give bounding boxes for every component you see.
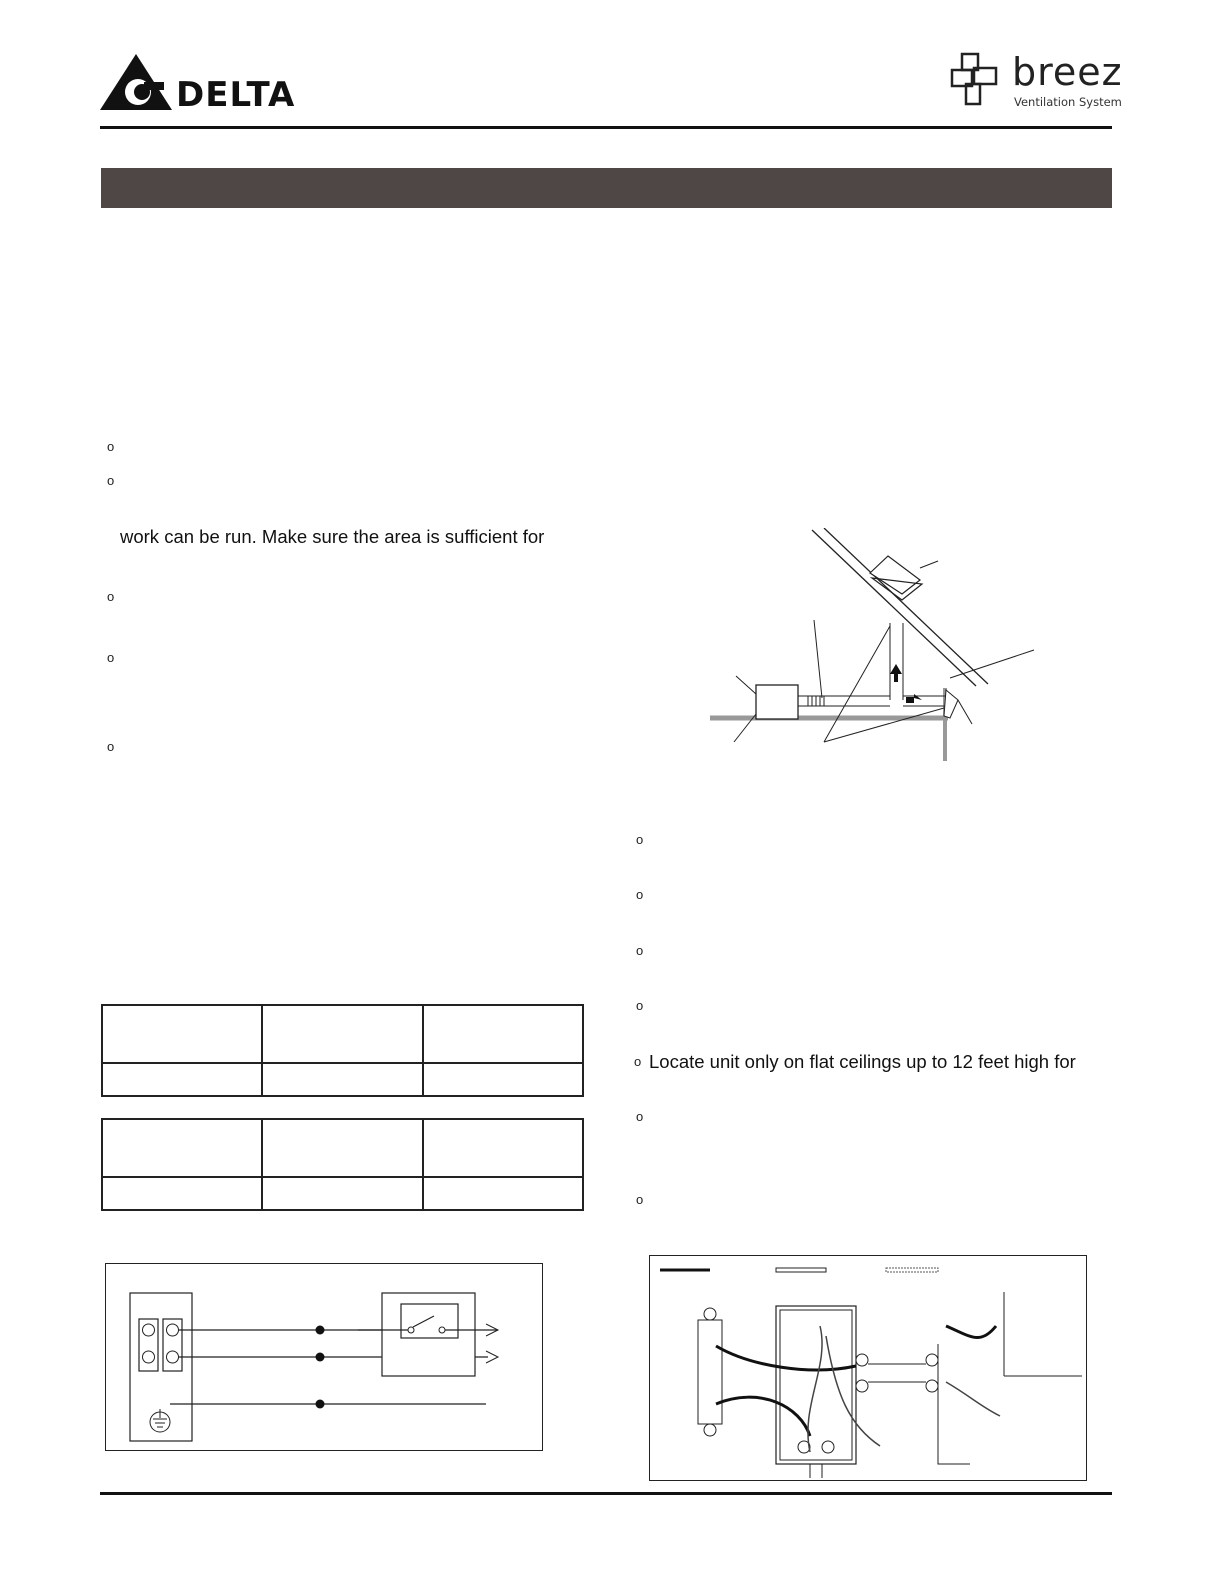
right-bullet-4: o: [636, 998, 644, 1013]
table-cell: [102, 1005, 262, 1063]
right-body-text: Locate unit only on flat ceilings up to 12 feet high for: [649, 1051, 1076, 1072]
left-body-text: work can be run. Make sure the area is sufficient for: [120, 526, 545, 547]
right-bullet-1: o: [636, 832, 644, 847]
right-bullet-2: o: [636, 887, 644, 902]
wiring-detail-diagram: [649, 1255, 1087, 1481]
spec-table-1: [101, 1004, 584, 1097]
table-cell: [102, 1119, 262, 1177]
right-bullet-7: o: [636, 1192, 644, 1207]
left-bullet-3: o: [107, 589, 115, 604]
attic-installation-diagram: [700, 528, 1040, 764]
left-bullet-4: o: [107, 650, 115, 665]
table-cell: [102, 1063, 262, 1096]
spec-table-2: [101, 1118, 584, 1211]
left-bullet-1: o: [107, 439, 115, 454]
breez-brand-name: breez: [1012, 50, 1123, 94]
right-bullet-6: o: [636, 1109, 644, 1124]
breez-logo-icon: [948, 50, 1006, 108]
table-cell: [262, 1005, 422, 1063]
table-cell: [423, 1063, 583, 1096]
table-cell: [102, 1177, 262, 1210]
right-bullet-3: o: [636, 943, 644, 958]
table-cell: [262, 1119, 422, 1177]
delta-brand-name: DELTA: [176, 75, 296, 115]
table-cell: [423, 1177, 583, 1210]
section-title-banner: [101, 168, 1112, 208]
breez-tagline: Ventilation System: [1014, 95, 1122, 109]
header-rule: [100, 126, 1112, 129]
table-cell: [262, 1177, 422, 1210]
footer-rule: [100, 1492, 1112, 1495]
table-cell: [423, 1005, 583, 1063]
table-cell: [262, 1063, 422, 1096]
table-cell: [423, 1119, 583, 1177]
wiring-schematic-diagram: [105, 1263, 543, 1451]
left-bullet-2: o: [107, 473, 115, 488]
right-bullet-5: o: [634, 1054, 642, 1069]
left-bullet-5: o: [107, 739, 115, 754]
